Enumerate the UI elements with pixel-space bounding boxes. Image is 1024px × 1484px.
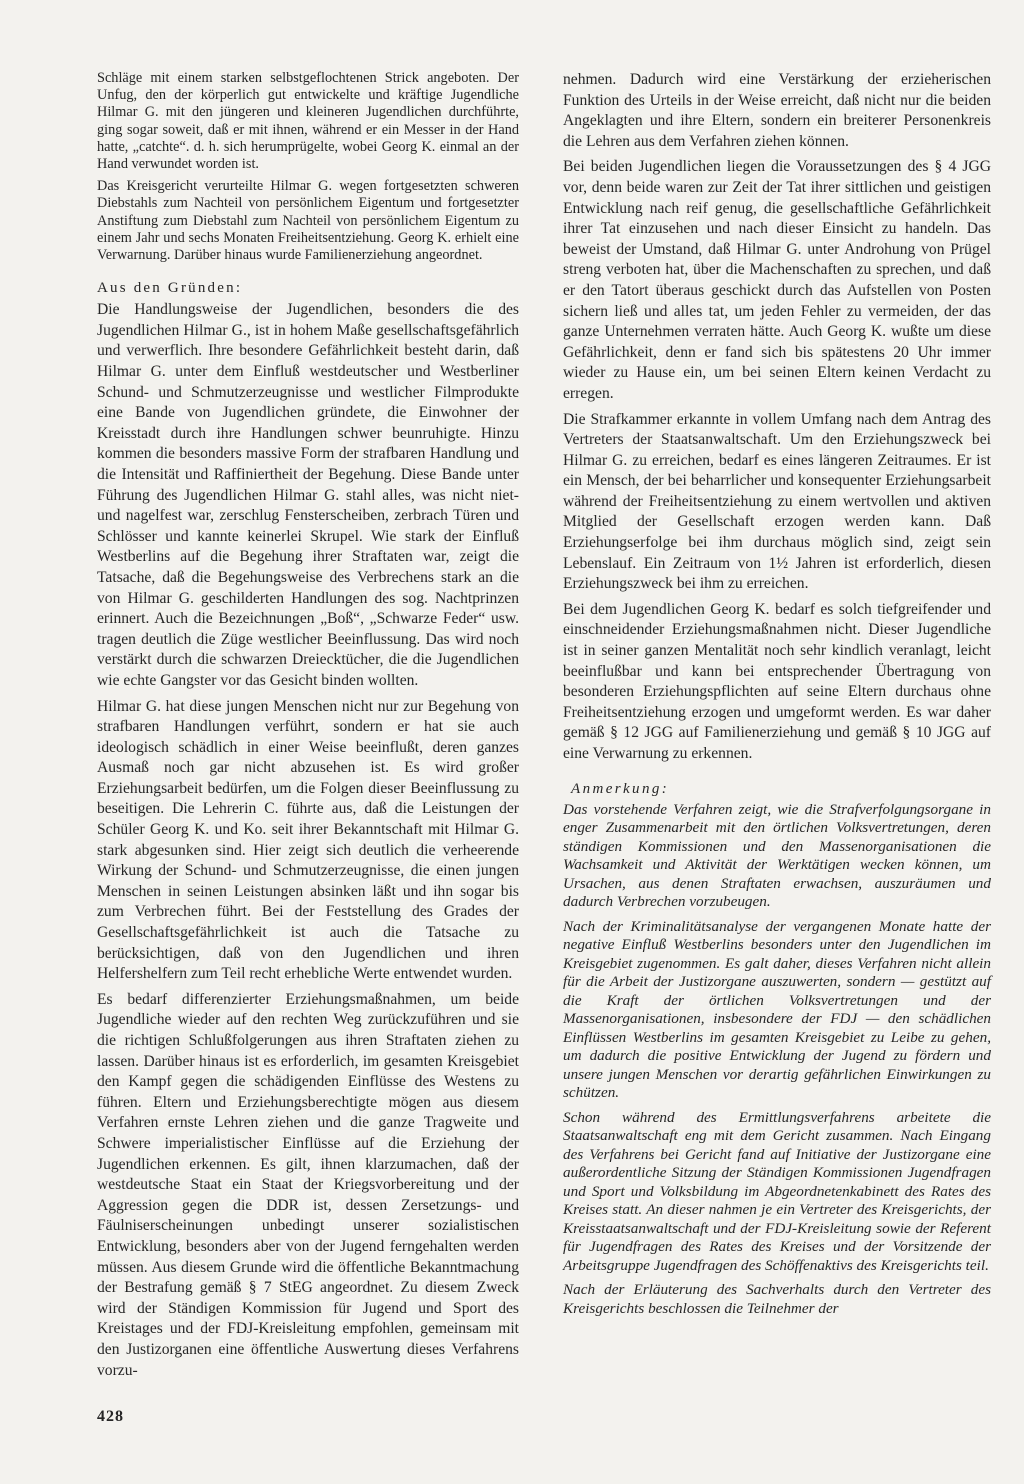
case-summary: [97, 70, 519, 264]
anmerkung-paragraph: Das vorstehende Verfahren zeigt, wie die Strafverfolgungsorgane in enger Zusammenarbeit mit den örtlichen Volksvertretungen, deren ständigen Kommissionen und den Massenorganisationen die Wachsamkeit und Aktivität der Werktätigen wecken können, um Ursachen, aus denen Straftaten erwachsen, auszuräumen und dadurch Verbrechen vorzubeugen.: [563, 800, 991, 911]
section-heading-gruende: Aus den Gründen:: [97, 280, 243, 297]
reasons-body-continued: [563, 70, 991, 765]
anmerkung-paragraph: Schon während des Ermittlungsverfahrens arbeitete die Staatsanwaltschaft eng mit dem Gericht zusammen. Nach Eingang des Verfahrens bei Gericht fand auf Initiative der Justizorgane eine außerordentliche Sitzung der Ständigen Kommissionen Jugendfragen und Sport und Volksbildung im Abgeordnetenkabinett des Rates des Kreises statt. An dieser nahmen je ein Vertreter des Kreisgerichts, der Kreisstaatsanwaltschaft und der FDJ-Kreisleitung sowie der Referent für Jugendfragen des Rates des Kreises und der Vorsitzende der Arbeitsgruppe Jugendfragen des Schöffenaktivs des Kreisgerichts teil.: [563, 1108, 991, 1274]
page-number: 428: [97, 1408, 124, 1425]
body-paragraph: Die Handlungsweise der Jugendlichen, besonders die des Jugendlichen Hilmar G., ist in hohem Maße gesellschaftsgefährlich und verwerflich. Ihre besondere Gefährlichkeit besteht darin, daß Hilmar G. unter dem Einfluß westdeutscher und Westberliner Schund- und Schmutzerzeugnisse und westlicher Filmprodukte eine Bande von Jugendlichen gründete, die Einwohner der Kreisstadt durch ihre Handlungen schwer beunruhigte. Hinzu kommen die besonders massive Form der strafbaren Handlung und die Intensität und Raffiniertheit der Begehung. Diese Bande unter Führung des Jugendlichen Hilmar G. stahl alles, was nicht niet- und nagelfest war, zerschlug Fensterscheiben, zerbrach Türen und Schlösser und kannte keinerlei Skrupel. Wie stark der Einfluß Westberlins auf die Begehung ihrer Straftaten war, zeigt die Tatsache, daß die Begehungsweise des Verbrechens stark an die von Hilmar G. geschilderten Handlungen des sog. Nachtprinzen erinnert. Auch die Bezeichnungen „Boß“, „Schwarze Feder“ usw. tragen deutlich die Züge westlicher Beeinflussung. Das wird noch verstärkt durch die schwarzen Dreiecktücher, die die Jugendlichen wie echte Gangster vor das Gesicht binden wollten.: [97, 301, 519, 689]
body-paragraph: Die Strafkammer erkannte in vollem Umfang nach dem Antrag des Vertreters der Staatsanwaltschaft. Um den Erziehungszweck bei Hilmar G. zu erreichen, bedarf es eines längeren Zeitraumes. Er ist ein Mensch, der bei beharrlicher und konsequenter Erziehungsarbeit während der Freiheitsentziehung zu einem wertvollen und aktiven Mitglied der Gesellschaft erzogen werden kann. Daß Erziehungserfolge bei ihm durchaus möglich sind, zeigt sein Lebenslauf. Ein Zeitraum von 1½ Jahren ist erforderlich, diesen Erziehungszweck bei ihm zu erreichen.: [563, 410, 991, 593]
anmerkung-body: [563, 801, 991, 1319]
left-column: [97, 70, 519, 1386]
right-column: [563, 70, 991, 1324]
body-paragraph: Es bedarf differenzierter Erziehungsmaßnahmen, um beide Jugendliche wieder auf den rechten Weg zurückzuführen und sie die richtigen Schlußfolgerungen aus ihren Straftaten ziehen zu lassen. Darüber hinaus ist es erforderlich, im gesamten Kreisgebiet den Kampf gegen die schädigenden Einflüsse des Westens zu führen. Eltern und Erziehungsberechtigte mögen aus diesem Verfahren ernste Lehren ziehen und die ganze Tragweite und Schwere imperialistischer Einflüsse auf die Erziehung der Jugendlichen erkennen. Es gilt, ihnen klarzumachen, daß der westdeutsche Staat ein Staat der Kriegsvorbereitung und der Aggression gegen die DDR ist, dessen Zersetzungs- und Fäulniserscheinungen unbedingt unserer sozialistischen Entwicklung, besonders aber von der Jugend ferngehalten werden müssen. Aus diesem Grunde wird die öffentliche Bekanntmachung der Bestrafung gemäß § 7 StEG angeordnet. Zu diesem Zweck wird der Ständigen Kommission für Jugend und Sport des Kreistages und der FDJ-Kreisleitung empfohlen, gemeinsam mit den Justizorganen eine öffentliche Auswertung dieses Verfahrens vorzu-: [97, 990, 519, 1379]
section-heading-anmerkung: Anmerkung:: [571, 780, 670, 797]
anmerkung-paragraph: Nach der Kriminalitätsanalyse der vergangenen Monate hatte der negative Einfluß Westberlins besonders unter den Jugendlichen im Kreisgebiet zugenommen. Es galt daher, dieses Verfahren nicht allein für die Arbeit der Justizorgane auszuwerten, sondern — gestützt auf die Kraft der örtlichen Volksvertretungen und der Massenorganisationen, insbesondere der FDJ — den schädlichen Einflüssen Westberlins im gesamten Kreisgebiet zu Leibe zu gehen, um dadurch die positive Entwicklung der Jugend zu fördern und unsere jungen Menschen vor derartig gefährlichen Einwirkungen zu schützen.: [563, 917, 991, 1102]
body-paragraph: Bei beiden Jugendlichen liegen die Voraussetzungen des § 4 JGG vor, denn beide waren zur Zeit der Tat ihrer sittlichen und geistigen Entwicklung nach reif genug, die gesellschaftliche Gefährlichkeit ihrer Tat einzusehen und nach dieser Einsicht zu handeln. Das beweist der Umstand, daß Hilmar G. unter Androhung von Prügel streng verboten hat, über die Machenschaften zu sprechen, und daß er den Tatort überaus geschickt durch das Aufstellen von Posten sichern ließ und alles tat, um jeden Fehler zu vermeiden, der das ganze Unternehmen verraten hätte. Auch Georg K. wußte um diese Gefährlichkeit, denn er fand sich bis spätestens 20 Uhr immer wieder zu Hause ein, um bei seinen Eltern keinen Verdacht zu erregen.: [563, 158, 991, 402]
body-paragraph: Hilmar G. hat diese jungen Menschen nicht nur zur Begehung von strafbaren Handlungen verführt, sondern er hat sie auch ideologisch schädlich in einer Weise beeinflußt, deren ganzes Ausmaß noch gar nicht abzusehen ist. Es wird großer Erziehungsarbeit bedürfen, um die Folgen dieser Beeinflussung zu beseitigen. Die Lehrerin C. führte aus, daß die Leistungen der Schüler Georg K. und Ko. seit ihrer Bekanntschaft mit Hilmar G. stark abgesunken sind. Hier zeigt sich deutlich die verheerende Wirkung der Schund- und Schmutzerzeugnisse, die einen jungen Menschen in seinen Leistungen absinken läßt und ihn sogar bis zum Verbrechen führt. Bei der Feststellung des Grades der Gesellschaftsgefährlichkeit ist auch die Tatsache zu berücksichtigen, daß von den Jugendlichen und ihren Helfershelfern zum Teil recht erhebliche Werte entwendet wurden.: [97, 697, 519, 983]
body-paragraph: Bei dem Jugendlichen Georg K. bedarf es solch tiefgreifender und einschneidender Erziehungsmaßnahmen nicht. Dieser Jugendliche ist in seiner ganzen Mentalität noch sehr kindlich veranlagt, leicht beeinflußbar und kann bei entsprechender Übertragung von besonderen Erziehungspflichten auf seine Eltern durchaus ohne Freiheitsentziehung erzogen und umgeformt werden. Es war daher gemäß § 12 JGG auf Familienerziehung und gemäß § 10 JGG auf eine Verwarnung zu erkennen.: [563, 600, 991, 762]
intro-paragraph: Schläge mit einem starken selbstgeflochtenen Strick angeboten. Der Unfug, den der körperlich gut entwickelte und kräftige Jugendliche Hilmar G. mit den jüngeren und kleineren Jugendlichen durchführte, ging sogar soweit, daß er mit ihnen, während er ein Messer in der Hand hatte, „catchte“. d. h. sich herumprügelte, wobei Georg K. einmal an der Hand verwundet worden ist.: [97, 70, 519, 173]
reasons-body: [97, 300, 519, 1381]
anmerkung-paragraph: Nach der Erläuterung des Sachverhalts durch den Vertreter des Kreisgerichts beschlossen die Teilnehmer der: [563, 1281, 991, 1317]
body-paragraph: nehmen. Dadurch wird eine Verstärkung der erzieherischen Funktion des Urteils in der Weise erreicht, daß nicht nur die beiden Angeklagten und ihre Eltern, sondern ein breiterer Personenkreis die Lehren aus dem Verfahren ziehen können.: [563, 71, 991, 150]
intro-paragraph: Das Kreisgericht verurteilte Hilmar G. wegen fortgesetzten schweren Diebstahls zum Nachteil von persönlichem Eigentum und fortgesetzter Anstiftung zum Diebstahl zum Nachteil von persönlichem Eigentum zu einem Jahr und sechs Monaten Freiheitsentziehung. Georg K. erhielt eine Verwarnung. Darüber hinaus wurde Familienerziehung angeordnet.: [97, 178, 519, 264]
